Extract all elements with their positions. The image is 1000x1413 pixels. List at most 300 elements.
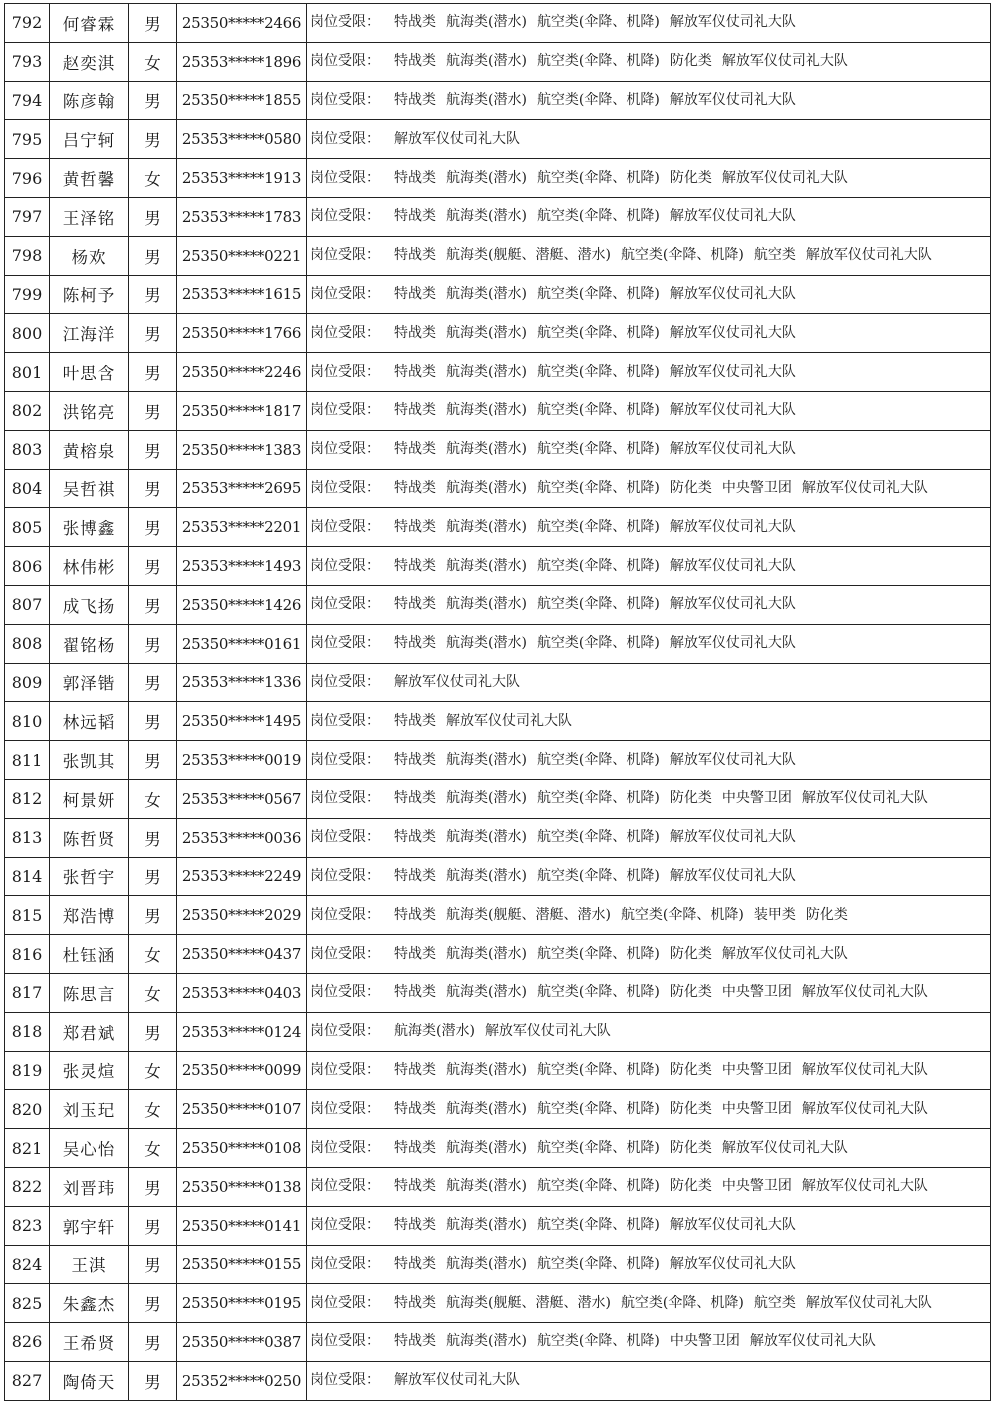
restriction-item: 解放军仪仗司礼大队 [749,1333,876,1350]
name-cell: 刘晋玮 [50,1167,129,1206]
name-cell: 成飞扬 [50,585,129,624]
restriction-label: 岗位受限： [310,1294,380,1311]
table-row [5,275,991,314]
restriction-label: 岗位受限： [310,829,380,846]
restriction-item: 航空类(伞降、机降) [536,557,660,574]
restriction-item: 特战类 [394,1255,436,1272]
id-number-cell: 25350*****2246 [177,353,307,392]
restriction-item: 特战类 [394,324,436,341]
restriction-item: 航海类(潜水) [446,557,527,574]
restriction-item: 特战类 [394,1139,436,1156]
table-row [5,236,991,275]
restriction-label: 岗位受限： [310,984,380,1001]
table-row [5,1012,991,1051]
name-cell: 何睿霖 [50,4,129,43]
restriction-item: 解放军仪仗司礼大队 [394,673,520,690]
name-cell: 江海洋 [50,314,129,353]
name-cell: 刘玉玘 [50,1090,129,1129]
gender-cell: 男 [129,896,177,935]
name-cell: 张灵煊 [50,1051,129,1090]
restriction-cell [307,973,991,1012]
row-number-cell: 793 [5,42,50,81]
restriction-item: 解放军仪仗司礼大队 [721,945,848,962]
restriction-item: 防化类 [669,53,712,70]
restriction-text [310,170,990,187]
table-row [5,1167,991,1206]
restriction-item: 航海类(舰艇、潜艇、潜水) [446,247,611,264]
gender-cell: 男 [129,585,177,624]
name-cell: 黄榕泉 [50,430,129,469]
table-row [5,391,991,430]
row-number-cell: 802 [5,391,50,430]
restriction-item: 航海类(潜水) [446,324,527,341]
restriction-item: 特战类 [394,441,436,458]
restriction-text [310,1140,990,1157]
table-row [5,42,991,81]
restriction-item: 中央警卫团 [721,479,792,496]
restriction-item: 航海类(潜水) [446,479,527,496]
restriction-item: 中央警卫团 [721,1061,792,1078]
table-row [5,1051,991,1090]
restriction-item: 航海类(潜水) [446,984,527,1001]
restriction-item: 解放军仪仗司礼大队 [801,984,928,1001]
restriction-item: 防化类 [669,169,712,186]
restriction-item: 解放军仪仗司礼大队 [394,130,520,147]
restriction-item: 航空类(伞降、机降) [536,441,660,458]
restriction-item: 航空类 [753,1294,796,1311]
row-number-cell: 818 [5,1012,50,1051]
restriction-item: 防化类 [669,790,712,807]
gender-cell: 男 [129,663,177,702]
restriction-label: 岗位受限： [310,479,380,496]
restriction-item: 特战类 [394,285,436,302]
restriction-cell [307,702,991,741]
restriction-cell [307,1012,991,1051]
restriction-label: 岗位受限： [310,130,380,147]
restriction-text [310,92,990,109]
restriction-item: 航空类(伞降、机降) [536,479,660,496]
restriction-label: 岗位受限： [310,441,380,458]
id-number-cell: 25350*****0138 [177,1167,307,1206]
name-cell: 郭泽锴 [50,663,129,702]
name-cell: 陈哲贤 [50,818,129,857]
restriction-cell [307,353,991,392]
restriction-item: 特战类 [394,247,436,264]
row-number-cell: 795 [5,120,50,159]
restriction-text [310,596,990,613]
restriction-item: 航空类(伞降、机降) [536,867,660,884]
id-number-cell: 25350*****1766 [177,314,307,353]
table-row [5,818,991,857]
id-number-cell: 25353*****0580 [177,120,307,159]
row-number-cell: 806 [5,547,50,586]
table-row [5,4,991,43]
restriction-item: 防化类 [669,1178,712,1195]
restriction-item: 航海类(潜水) [446,441,527,458]
restriction-item: 特战类 [394,945,436,962]
row-number-cell: 801 [5,353,50,392]
restriction-cell [307,1167,991,1206]
table-row [5,353,991,392]
id-number-cell: 25350*****0108 [177,1129,307,1168]
restriction-item: 航海类(舰艇、潜艇、潜水) [446,1294,611,1311]
gender-cell: 男 [129,197,177,236]
restriction-item: 航空类(伞降、机降) [536,829,660,846]
gender-cell: 男 [129,547,177,586]
restriction-item: 防化类 [669,1139,712,1156]
id-number-cell: 25350*****1426 [177,585,307,624]
restriction-text [310,441,990,458]
restriction-cell [307,4,991,43]
restriction-item: 特战类 [394,906,436,923]
restriction-item: 中央警卫团 [721,1100,792,1117]
applicant-table [4,3,991,1401]
restriction-item: 特战类 [394,829,436,846]
table-row [5,935,991,974]
restriction-item: 装甲类 [753,906,796,923]
restriction-label: 岗位受限： [310,324,380,341]
id-number-cell: 25350*****0155 [177,1245,307,1284]
restriction-cell [307,935,991,974]
name-cell: 林远韬 [50,702,129,741]
gender-cell: 女 [129,973,177,1012]
restriction-item: 解放军仪仗司礼大队 [669,557,796,574]
name-cell: 赵奕淇 [50,42,129,81]
restriction-item: 航海类(潜水) [446,91,527,108]
restriction-item: 特战类 [394,1217,436,1234]
restriction-cell [307,159,991,198]
restriction-item: 特战类 [394,402,436,419]
restriction-item: 解放军仪仗司礼大队 [669,324,796,341]
restriction-item: 特战类 [394,1333,436,1350]
restriction-item: 解放军仪仗司礼大队 [801,479,928,496]
restriction-item: 特战类 [394,91,436,108]
id-number-cell: 25353*****0124 [177,1012,307,1051]
name-cell: 杨欢 [50,236,129,275]
restriction-item: 解放军仪仗司礼大队 [669,518,796,535]
restriction-label: 岗位受限： [310,363,380,380]
restriction-cell [307,663,991,702]
restriction-cell [307,1129,991,1168]
restriction-cell [307,1051,991,1090]
name-cell: 陶倚天 [50,1361,129,1400]
table-row [5,779,991,818]
restriction-label: 岗位受限： [310,1139,380,1156]
row-number-cell: 796 [5,159,50,198]
row-number-cell: 814 [5,857,50,896]
restriction-text [310,1372,990,1389]
restriction-cell [307,81,991,120]
restriction-label: 岗位受限： [310,1061,380,1078]
name-cell: 林伟彬 [50,547,129,586]
restriction-item: 航空类(伞降、机降) [620,247,744,264]
restriction-item: 解放军仪仗司礼大队 [669,441,796,458]
restriction-item: 航空类(伞降、机降) [536,1255,660,1272]
restriction-label: 岗位受限： [310,635,380,652]
gender-cell: 女 [129,935,177,974]
restriction-item: 特战类 [394,1061,436,1078]
restriction-item: 航空类(伞降、机降) [536,1061,660,1078]
restriction-text [310,1333,990,1350]
restriction-item: 解放军仪仗司礼大队 [721,169,848,186]
gender-cell: 男 [129,1167,177,1206]
restriction-item: 航空类(伞降、机降) [536,208,660,225]
name-cell: 朱鑫杰 [50,1284,129,1323]
restriction-item: 航空类(伞降、机降) [620,906,744,923]
restriction-item: 防化类 [669,1061,712,1078]
restriction-label: 岗位受限： [310,1372,380,1389]
restriction-text [310,402,990,419]
table-row [5,973,991,1012]
gender-cell: 男 [129,741,177,780]
restriction-cell [307,547,991,586]
id-number-cell: 25353*****0036 [177,818,307,857]
restriction-item: 航海类(潜水) [446,945,527,962]
restriction-item: 航海类(潜水) [446,829,527,846]
restriction-item: 解放军仪仗司礼大队 [669,596,796,613]
gender-cell: 男 [129,508,177,547]
restriction-item: 航海类(潜水) [446,518,527,535]
table-row [5,469,991,508]
restriction-item: 航空类(伞降、机降) [536,1333,660,1350]
gender-cell: 男 [129,275,177,314]
table-row [5,547,991,586]
row-number-cell: 826 [5,1323,50,1362]
name-cell: 吴哲祺 [50,469,129,508]
id-number-cell: 25353*****2201 [177,508,307,547]
name-cell: 叶思含 [50,353,129,392]
restriction-item: 航海类(潜水) [446,402,527,419]
restriction-label: 岗位受限： [310,1178,380,1195]
restriction-item: 航海类(潜水) [446,867,527,884]
restriction-label: 岗位受限： [310,906,380,923]
restriction-item: 特战类 [394,14,436,31]
name-cell: 柯景妍 [50,779,129,818]
restriction-item: 特战类 [394,1178,436,1195]
id-number-cell: 25353*****2249 [177,857,307,896]
restriction-item: 特战类 [394,479,436,496]
restriction-item: 航海类(潜水) [446,1178,527,1195]
restriction-text [310,1178,990,1195]
id-number-cell: 25350*****0107 [177,1090,307,1129]
restriction-item: 解放军仪仗司礼大队 [669,1217,796,1234]
restriction-text [310,984,990,1001]
table-row [5,1323,991,1362]
row-number-cell: 815 [5,896,50,935]
gender-cell: 男 [129,81,177,120]
name-cell: 洪铭亮 [50,391,129,430]
restriction-item: 解放军仪仗司礼大队 [669,285,796,302]
restriction-text [310,1062,990,1079]
restriction-text [310,946,990,963]
restriction-item: 航海类(潜水) [446,1255,527,1272]
gender-cell: 男 [129,236,177,275]
id-number-cell: 25350*****0195 [177,1284,307,1323]
restriction-text [310,131,990,148]
gender-cell: 女 [129,1090,177,1129]
gender-cell: 男 [129,1323,177,1362]
row-number-cell: 804 [5,469,50,508]
row-number-cell: 803 [5,430,50,469]
gender-cell: 男 [129,857,177,896]
restriction-item: 航空类(伞降、机降) [536,14,660,31]
restriction-item: 航空类(伞降、机降) [536,285,660,302]
gender-cell: 男 [129,314,177,353]
restriction-label: 岗位受限： [310,518,380,535]
restriction-item: 特战类 [394,751,436,768]
row-number-cell: 827 [5,1361,50,1400]
row-number-cell: 792 [5,4,50,43]
restriction-cell [307,1206,991,1245]
table-row [5,741,991,780]
id-number-cell: 25353*****1493 [177,547,307,586]
restriction-item: 航海类(潜水) [446,1217,527,1234]
row-number-cell: 807 [5,585,50,624]
gender-cell: 男 [129,1361,177,1400]
restriction-text [310,790,990,807]
restriction-item: 特战类 [394,363,436,380]
restriction-text [310,635,990,652]
table-row [5,81,991,120]
restriction-item: 解放军仪仗司礼大队 [721,53,848,70]
restriction-item: 特战类 [394,984,436,1001]
restriction-cell [307,314,991,353]
restriction-label: 岗位受限： [310,1100,380,1117]
table-row [5,624,991,663]
restriction-item: 解放军仪仗司礼大队 [669,91,796,108]
restriction-item: 特战类 [394,557,436,574]
restriction-text [310,829,990,846]
restriction-text [310,1295,990,1312]
table-row [5,1090,991,1129]
name-cell: 翟铭杨 [50,624,129,663]
restriction-item: 特战类 [394,596,436,613]
table-row [5,120,991,159]
table-row [5,430,991,469]
restriction-cell [307,857,991,896]
restriction-item: 航海类(潜水) [446,363,527,380]
name-cell: 张博鑫 [50,508,129,547]
row-number-cell: 794 [5,81,50,120]
restriction-cell [307,779,991,818]
id-number-cell: 25353*****0403 [177,973,307,1012]
id-number-cell: 25350*****0221 [177,236,307,275]
restriction-item: 航空类(伞降、机降) [536,751,660,768]
restriction-cell [307,42,991,81]
id-number-cell: 25353*****0019 [177,741,307,780]
restriction-item: 解放军仪仗司礼大队 [446,712,572,729]
restriction-label: 岗位受限： [310,285,380,302]
table-row [5,1129,991,1168]
row-number-cell: 800 [5,314,50,353]
restriction-item: 特战类 [394,867,436,884]
restriction-cell [307,1361,991,1400]
restriction-item: 解放军仪仗司礼大队 [669,363,796,380]
restriction-item: 航海类(潜水) [446,790,527,807]
restriction-text [310,53,990,70]
gender-cell: 男 [129,430,177,469]
restriction-item: 航空类(伞降、机降) [536,1178,660,1195]
restriction-item: 航空类(伞降、机降) [536,1139,660,1156]
restriction-item: 解放军仪仗司礼大队 [669,1255,796,1272]
restriction-item: 防化类 [669,479,712,496]
id-number-cell: 25353*****1615 [177,275,307,314]
restriction-item: 解放军仪仗司礼大队 [669,829,796,846]
restriction-label: 岗位受限： [310,557,380,574]
restriction-label: 岗位受限： [310,14,380,31]
restriction-cell [307,624,991,663]
row-number-cell: 820 [5,1090,50,1129]
restriction-item: 航海类(潜水) [446,285,527,302]
restriction-label: 岗位受限： [310,1333,380,1350]
name-cell: 陈柯予 [50,275,129,314]
restriction-item: 航空类(伞降、机降) [536,596,660,613]
restriction-item: 航海类(潜水) [446,53,527,70]
restriction-cell [307,818,991,857]
table-row [5,896,991,935]
restriction-label: 岗位受限： [310,402,380,419]
id-number-cell: 25353*****1896 [177,42,307,81]
row-number-cell: 816 [5,935,50,974]
restriction-item: 解放军仪仗司礼大队 [801,1100,928,1117]
row-number-cell: 798 [5,236,50,275]
id-number-cell: 25353*****1336 [177,663,307,702]
restriction-text [310,325,990,342]
restriction-item: 航海类(潜水) [446,1139,527,1156]
name-cell: 杜钰涵 [50,935,129,974]
restriction-item: 中央警卫团 [721,984,792,1001]
table-row [5,1206,991,1245]
restriction-label: 岗位受限： [310,208,380,225]
restriction-item: 航空类(伞降、机降) [536,945,660,962]
restriction-item: 解放军仪仗司礼大队 [669,14,796,31]
restriction-item: 特战类 [394,518,436,535]
restriction-item: 特战类 [394,712,436,729]
restriction-item: 特战类 [394,1100,436,1117]
name-cell: 王泽铭 [50,197,129,236]
gender-cell: 男 [129,4,177,43]
restriction-item: 航海类(潜水) [394,1023,475,1040]
restriction-label: 岗位受限： [310,1255,380,1272]
restriction-item: 航海类(潜水) [446,208,527,225]
row-number-cell: 811 [5,741,50,780]
table-row [5,585,991,624]
restriction-item: 解放军仪仗司礼大队 [669,635,796,652]
restriction-item: 航空类(伞降、机降) [536,984,660,1001]
gender-cell: 女 [129,1051,177,1090]
restriction-cell [307,469,991,508]
id-number-cell: 25350*****2466 [177,4,307,43]
table-row [5,197,991,236]
row-number-cell: 809 [5,663,50,702]
restriction-text [310,14,990,31]
name-cell: 张哲宇 [50,857,129,896]
gender-cell: 男 [129,391,177,430]
name-cell: 王希贤 [50,1323,129,1362]
restriction-cell [307,391,991,430]
id-number-cell: 25352*****0250 [177,1361,307,1400]
table-row [5,1284,991,1323]
id-number-cell: 25350*****1855 [177,81,307,120]
table-row [5,159,991,198]
row-number-cell: 808 [5,624,50,663]
restriction-item: 航空类(伞降、机降) [536,635,660,652]
restriction-item: 航海类(潜水) [446,1061,527,1078]
gender-cell: 男 [129,818,177,857]
restriction-label: 岗位受限： [310,91,380,108]
row-number-cell: 799 [5,275,50,314]
row-number-cell: 812 [5,779,50,818]
